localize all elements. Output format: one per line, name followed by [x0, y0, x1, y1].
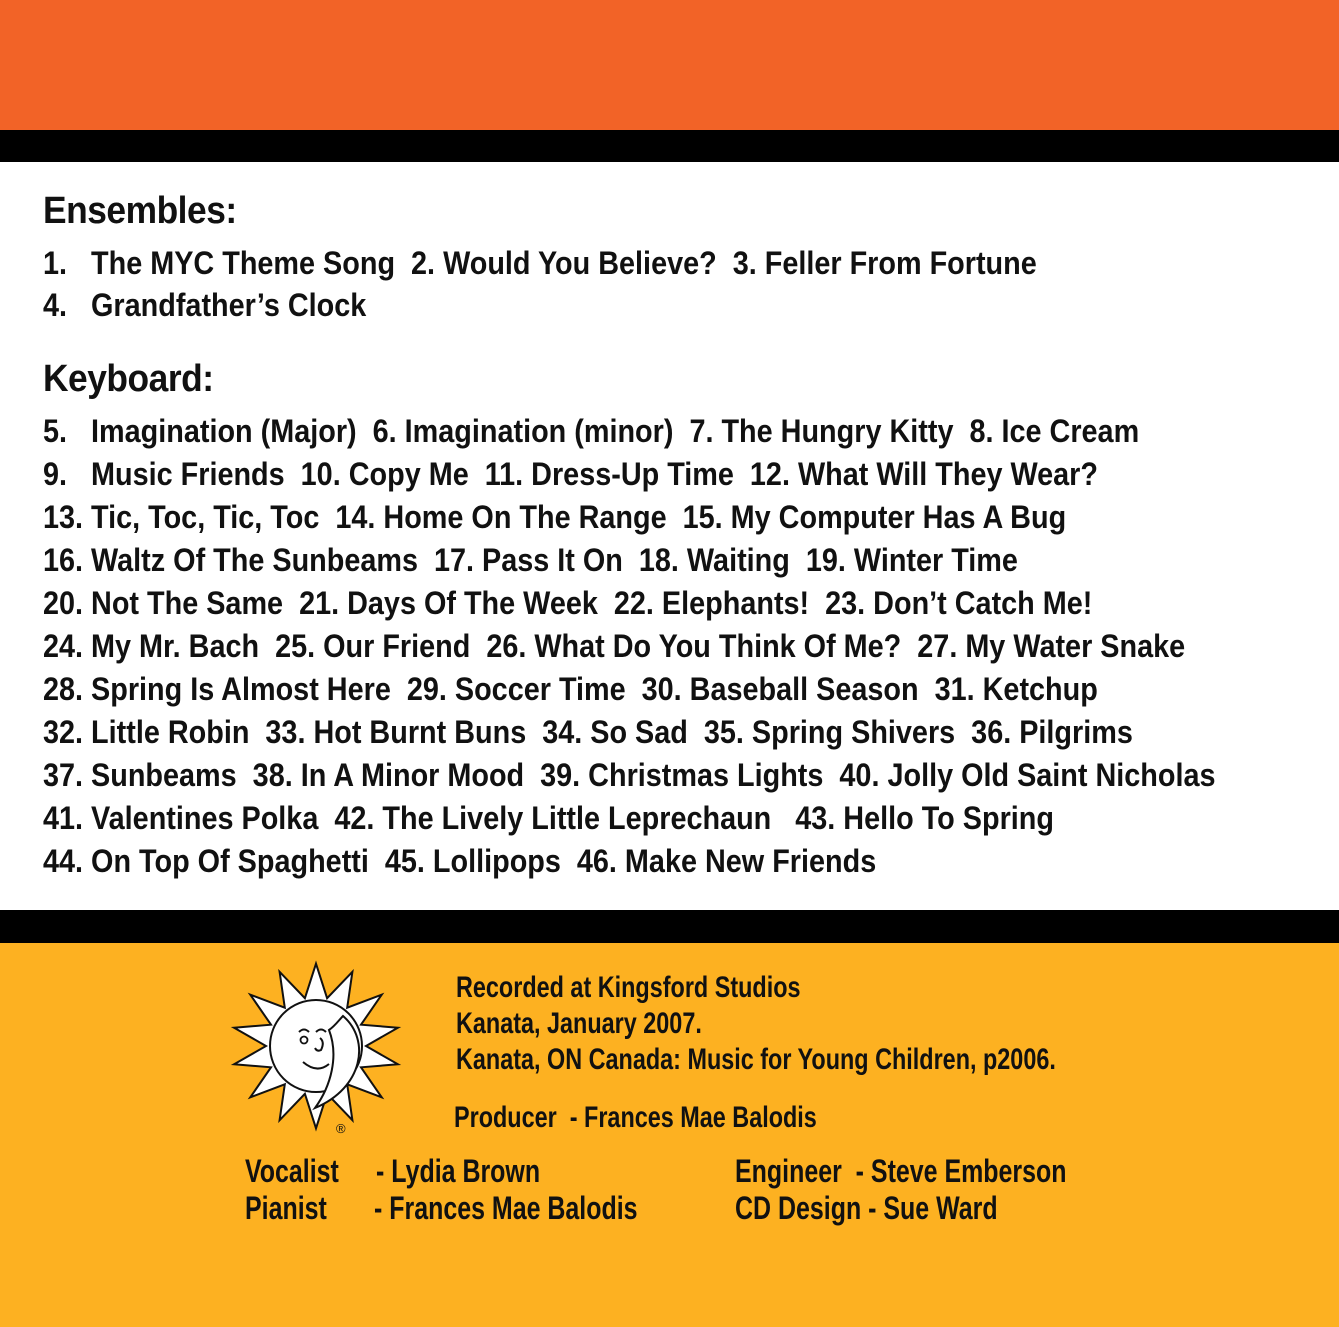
keyboard-line-3: 13. Tic, Toc, Tic, Toc 14. Home On The Range 15. My Computer Has A Bug [43, 499, 1067, 535]
registered-mark: ® [336, 1121, 346, 1136]
keyboard-line-6: 24. My Mr. Bach 25. Our Friend 26. What Do You Think Of Me? 27. My Water Snake [43, 628, 1186, 664]
vocalist-name: - Lydia Brown [376, 1153, 541, 1189]
keyboard-line-7: 28. Spring Is Almost Here 29. Soccer Time 30. Baseball Season 31. Ketchup [43, 671, 1098, 707]
keyboard-line-2: 9. Music Friends 10. Copy Me 11. Dress-Up Time 12. What Will They Wear? [43, 456, 1098, 492]
keyboard-line-5: 20. Not The Same 21. Days Of The Week 22. Elephants! 23. Don’t Catch Me! [43, 585, 1093, 621]
keyboard-line-8: 32. Little Robin 33. Hot Burnt Buns 34. So Sad 35. Spring Shivers 36. Pilgrims [43, 714, 1133, 750]
keyboard-line-9: 37. Sunbeams 38. In A Minor Mood 39. Christmas Lights 40. Jolly Old Saint Nicholas [43, 757, 1216, 793]
ensembles-heading: Ensembles: [43, 190, 237, 232]
ensembles-line-1: 1. The MYC Theme Song 2. Would You Believe? 3. Feller From Fortune [43, 245, 1037, 281]
recorded-at: Recorded at Kingsford Studios [456, 971, 801, 1004]
top-orange-band [0, 0, 1339, 130]
pianist-name: - Frances Mae Balodis [374, 1190, 638, 1226]
bottom-black-bar [0, 910, 1339, 943]
keyboard-heading: Keyboard: [43, 358, 214, 400]
ensembles-line-2: 4. Grandfather’s Clock [43, 287, 367, 323]
pianist-role: Pianist [245, 1190, 327, 1226]
engineer-credit: Engineer - Steve Emberson [735, 1153, 1067, 1189]
keyboard-line-11: 44. On Top Of Spaghetti 45. Lollipops 46. Make New Friends [43, 843, 877, 879]
recorded-date: Kanata, January 2007. [456, 1007, 702, 1040]
keyboard-line-1: 5. Imagination (Major) 6. Imagination (minor) 7. The Hungry Kitty 8. Ice Cream [43, 413, 1140, 449]
copyright-line: Kanata, ON Canada: Music for Young Children, p2006. [456, 1043, 1056, 1076]
keyboard-line-10: 41. Valentines Polka 42. The Lively Little Leprechaun 43. Hello To Spring [43, 800, 1054, 836]
keyboard-line-4: 16. Waltz Of The Sunbeams 17. Pass It On 18. Waiting 19. Winter Time [43, 542, 1018, 578]
vocalist-role: Vocalist [245, 1153, 339, 1189]
design-credit: CD Design - Sue Ward [735, 1190, 998, 1226]
sun-moon-logo-icon [203, 960, 429, 1140]
top-black-bar [0, 130, 1339, 162]
producer-credit: Producer - Frances Mae Balodis [454, 1101, 817, 1134]
